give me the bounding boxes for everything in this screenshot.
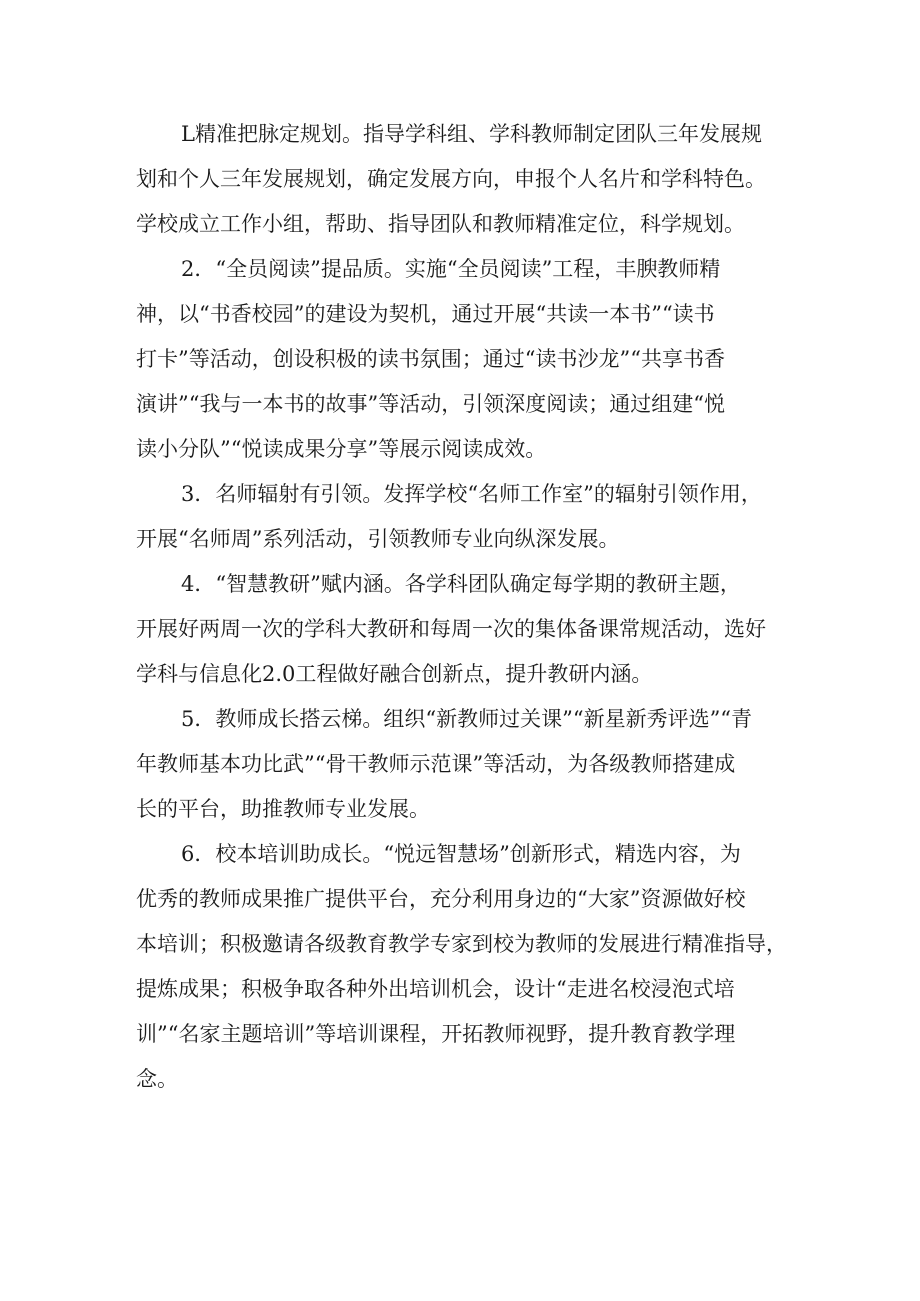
text-line: 4．“智慧教研”赋内涵。各学科团队确定每学期的教研主题，: [181, 572, 741, 596]
text-line: 提炼成果；积极争取各种外出培训机会，设计“走进名校浸泡式培: [136, 977, 735, 1001]
paragraph-planning: [136, 112, 812, 247]
text-line: 开展“名师周”系列活动，引领教师专业向纵深发展。: [136, 527, 620, 551]
text-line: 打卡”等活动，创设积极的读书氛围；通过“读书沙龙”“共享书香: [136, 347, 725, 371]
paragraph-teacher-growth: [136, 697, 812, 832]
text-line: 长的平台，助推教师专业发展。: [136, 797, 430, 821]
paragraph-reading: [136, 247, 812, 472]
paragraph-famous-teacher: [136, 472, 812, 562]
text-line: 年教师基本功比武”“骨干教师示范课”等活动，为各级教师搭建成: [136, 752, 736, 776]
text-line: 学科与信息化2.0工程做好融合创新点，提升教研内涵。: [136, 662, 653, 686]
text-line: 演讲”“我与一本书的故事”等活动，引领深度阅读；通过组建“悦: [136, 392, 725, 416]
text-line: 3．名师辐射有引领。发挥学校“名师工作室”的辐射引领作用，: [181, 482, 762, 506]
text-line: 训”“名家主题培训”等培训课程，开拓教师视野，提升教育教学理: [136, 1022, 736, 1046]
text-line: 本培训；积极邀请各级教育教学专家到校为教师的发展进行精准指导，: [136, 932, 787, 956]
text-line: 学校成立工作小组，帮助、指导团队和教师精准定位，科学规划。: [136, 212, 745, 236]
text-line: 5．教师成长搭云梯。组织“新教师过关课”“新星新秀评选”“青: [181, 707, 753, 731]
text-line: 6．校本培训助成长。“悦远智慧场”创新形式，精选内容，为: [181, 842, 741, 866]
text-line: 划和个人三年发展规划，确定发展方向，申报个人名片和学科特色。: [136, 167, 766, 191]
paragraph-school-training: [136, 832, 812, 1102]
text-line: 开展好两周一次的学科大教研和每周一次的集体备课常规活动，选好: [136, 617, 766, 641]
text-line: L精准把脉定规划。指导学科组、学科教师制定团队三年发展规: [181, 122, 762, 146]
text-line: 读小分队”“悦读成果分享”等展示阅读成效。: [136, 437, 547, 461]
paragraph-smart-research: [136, 562, 812, 697]
document-body: [136, 112, 812, 1102]
text-line: 神，以“书香校园”的建设为契机，通过开展“共读一本书”“读书: [136, 302, 715, 326]
text-line: 2．“全员阅读”提品质。实施“全员阅读”工程，丰腴教师精: [181, 257, 721, 281]
text-line: 念。: [136, 1067, 178, 1091]
text-line: 优秀的教师成果推广提供平台，充分利用身边的“大家”资源做好校: [136, 887, 746, 911]
